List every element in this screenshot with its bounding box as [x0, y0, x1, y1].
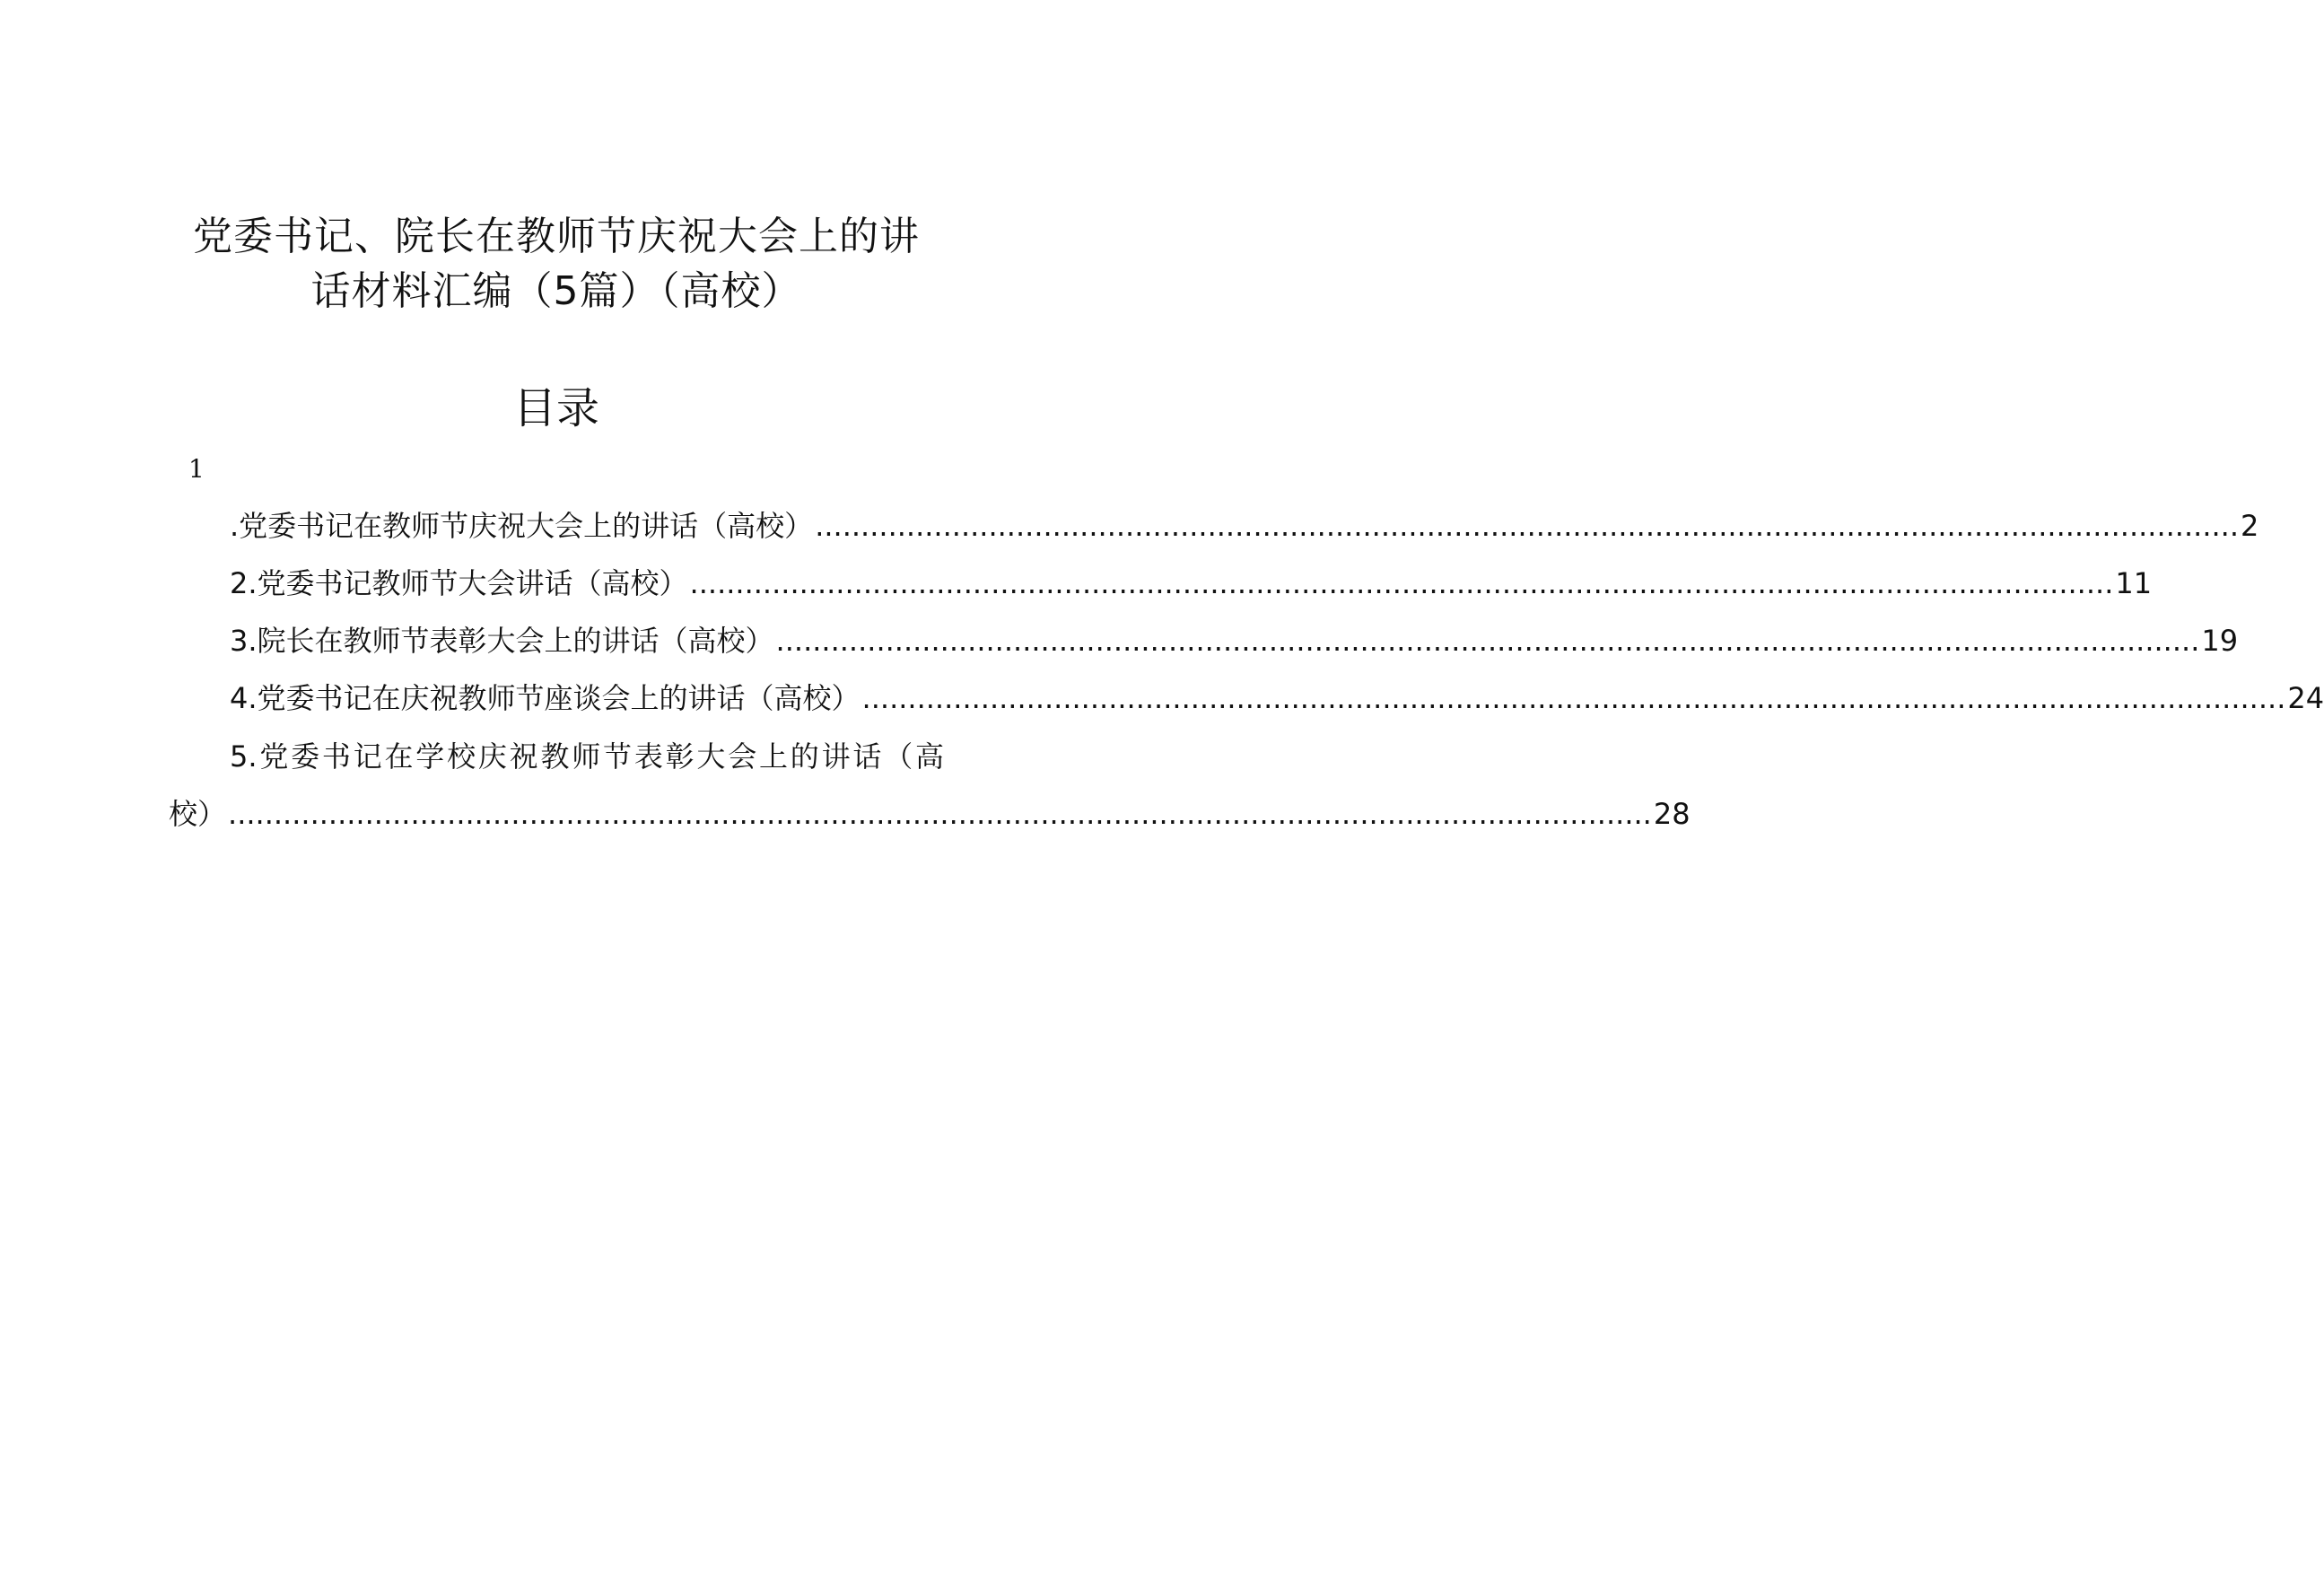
toc-leader-dots: ............................................................................................................................................................ [228, 797, 1652, 831]
toc-heading: 目录 [512, 383, 599, 433]
toc-page-number: 28 [1653, 797, 1691, 831]
toc-entry-4[interactable] [230, 678, 2324, 718]
toc-entry-3[interactable] [230, 621, 2239, 660]
toc-entry-title: 4.党委书记在庆祝教师节座谈会上的讲话（高校） [230, 681, 861, 715]
toc-entry-title: 2.党委书记教师节大会讲话（高校） [230, 566, 688, 600]
toc-page-number: 2 [2241, 509, 2259, 543]
toc-page-number: 19 [2201, 624, 2239, 658]
toc-entry-title: .党委书记在教师节庆祝大会上的讲话（高校） [230, 509, 814, 543]
document-title-line-1: 党委书记、院长在教师节庆祝大会上的讲 [193, 214, 920, 259]
toc-entry-1-number: 1 [188, 454, 205, 484]
document-title-line-2: 话材料汇编（5篇）（高校） [310, 268, 802, 314]
toc-leader-dots: ............................................................................................................................................................ [861, 681, 2286, 715]
toc-leader-dots: ............................................................................................................................................................ [775, 624, 2200, 658]
toc-page-number: 11 [2115, 566, 2153, 600]
toc-entry-title: 3.院长在教师节表彰大会上的讲话（高校） [230, 624, 774, 658]
toc-leader-dots: ............................................................................................................................................................ [689, 566, 2114, 600]
toc-entry-5-line-1[interactable]: 5.党委书记在学校庆祝教师节表彰大会上的讲话（高 [230, 739, 944, 774]
toc-entry-title: 校） [169, 797, 227, 831]
toc-page-number: 24 [2287, 681, 2324, 715]
toc-entry-1[interactable] [230, 506, 2259, 546]
toc-leader-dots: ............................................................................................................................................................ [815, 509, 2239, 543]
toc-entry-2[interactable] [230, 564, 2153, 603]
toc-entry-5-line-2[interactable] [169, 794, 1691, 834]
